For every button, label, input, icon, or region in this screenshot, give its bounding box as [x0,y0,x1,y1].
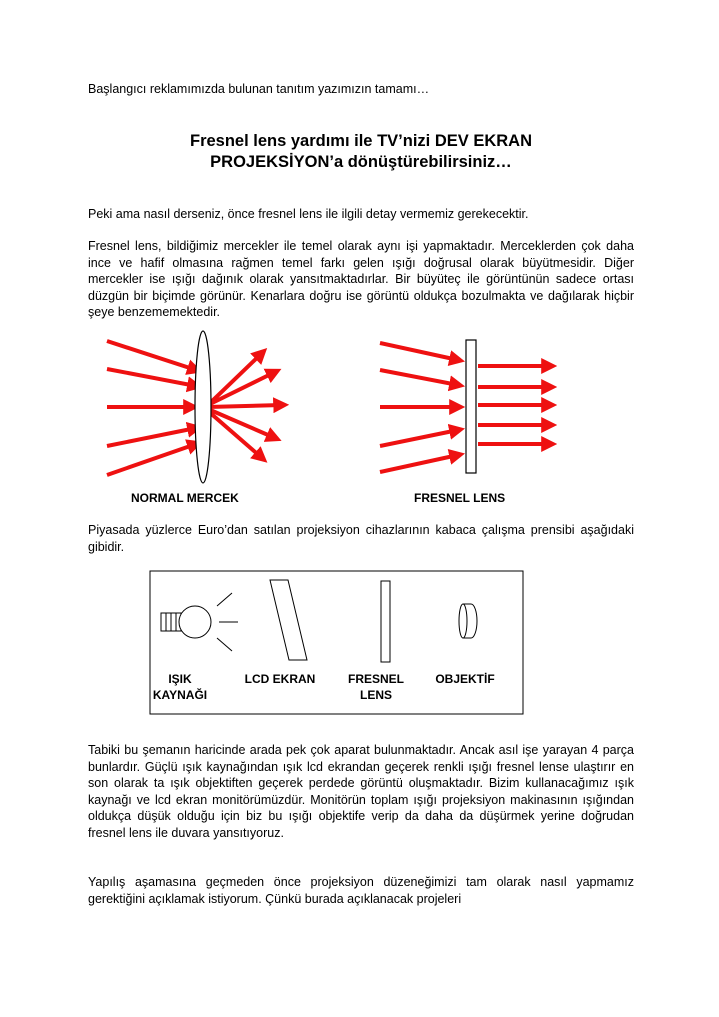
outgoing-ray [208,409,275,438]
paragraph-3: Piyasada yüzlerce Euro’dan satılan projeksiyon cihazlarının kabaca çalışma prensibi aşağıdaki gibidir. [88,523,634,554]
incoming-ray [107,428,196,446]
title-line-1: Fresnel lens yardımı ile TV’nizi DEV EKRAN [189,132,532,150]
fresnel-plate-shape [381,581,390,662]
lcd-panel-shape [270,580,307,660]
outgoing-ray [208,405,282,407]
intro-line: Başlangıcı reklamımızda bulunan tanıtım yazımızın tamamı… [88,82,430,96]
paragraph-2: Fresnel lens, bildiğimiz mercekler ile temel olarak aynı işi yapmaktadır. Merceklerden çok daha ince ve hafif olmasına rağmen temel farkı gelen ışığı doğrusal olarak büyütmesidir. Diğer mercekler ise ışığı dağınık olarak yansıtmaktadırlar. Bir büyüteç ile görüntünün sadece ortası düzgün bir biçimde görünür. Kenarlara doğru ise görüntü oldukça bozulmakta ve dağılarak hiçbir şeye benzememektedir. [88,239,634,319]
incoming-ray [380,370,458,385]
objective-lens-icon [459,604,477,638]
normal-lens-label: NORMAL MERCEK [131,491,239,505]
incoming-ray [107,444,196,475]
outgoing-ray [208,372,275,405]
incoming-ray [380,455,458,472]
objective-label: OBJEKTİF [435,672,495,686]
lcd-screen-label: LCD EKRAN [244,672,316,686]
fresnel-lens-diagram [380,340,550,473]
incoming-ray [380,430,458,446]
fresnel-lens-label: FRESNEL LENS [414,491,506,505]
light-source-label: IŞIK KAYNAĞI [152,672,208,702]
fresnel-box-label: FRESNEL LENS [347,672,404,702]
outgoing-ray [208,353,262,405]
convex-lens-shape [195,331,211,483]
paragraph-5: Yapılış aşamasına geçmeden önce projeksiyon düzeneğimizi tam olarak nasıl yapmamız gerektiğini açıklamak istiyorum. Çünkü burada açıklanacak projeleri [88,875,634,906]
title-line-2: PROJEKSİYON’a dönüştürebilirsiniz… [210,153,512,171]
incoming-ray [107,341,196,370]
normal-lens-diagram [107,331,282,483]
incoming-ray [107,369,196,386]
fresnel-plate [466,340,476,473]
incoming-ray [380,343,458,360]
paragraph-1: Peki ama nasıl derseniz, önce fresnel lens ile ilgili detay vermemiz gerekecektir. [88,207,529,221]
outgoing-ray [208,411,262,458]
paragraph-4: Tabiki bu şemanın haricinde arada pek çok aparat bulunmaktadır. Ancak asıl işe yarayan 4 parça bunlardır. Güçlü ışık kaynağından ışık lcd ekrandan geçerek renkli ışığı fresnel lense ulaştırır en son olarak ta ışık objektiften geçerek perdede görüntü oluşmaktadır. Bizim kullanacağımız ışık kaynağı ve lcd ekran monitörümüzdür. Monitörün toplam ışığı projeksiyon makinasının ışığından oldukça düşük olduğu için biz bu ışığı objektife verip da daha da düşürmek yerine doğrudan fresnel lens ile duvara yansıtıyoruz. [88,743,634,840]
light-bulb-icon [161,593,238,651]
